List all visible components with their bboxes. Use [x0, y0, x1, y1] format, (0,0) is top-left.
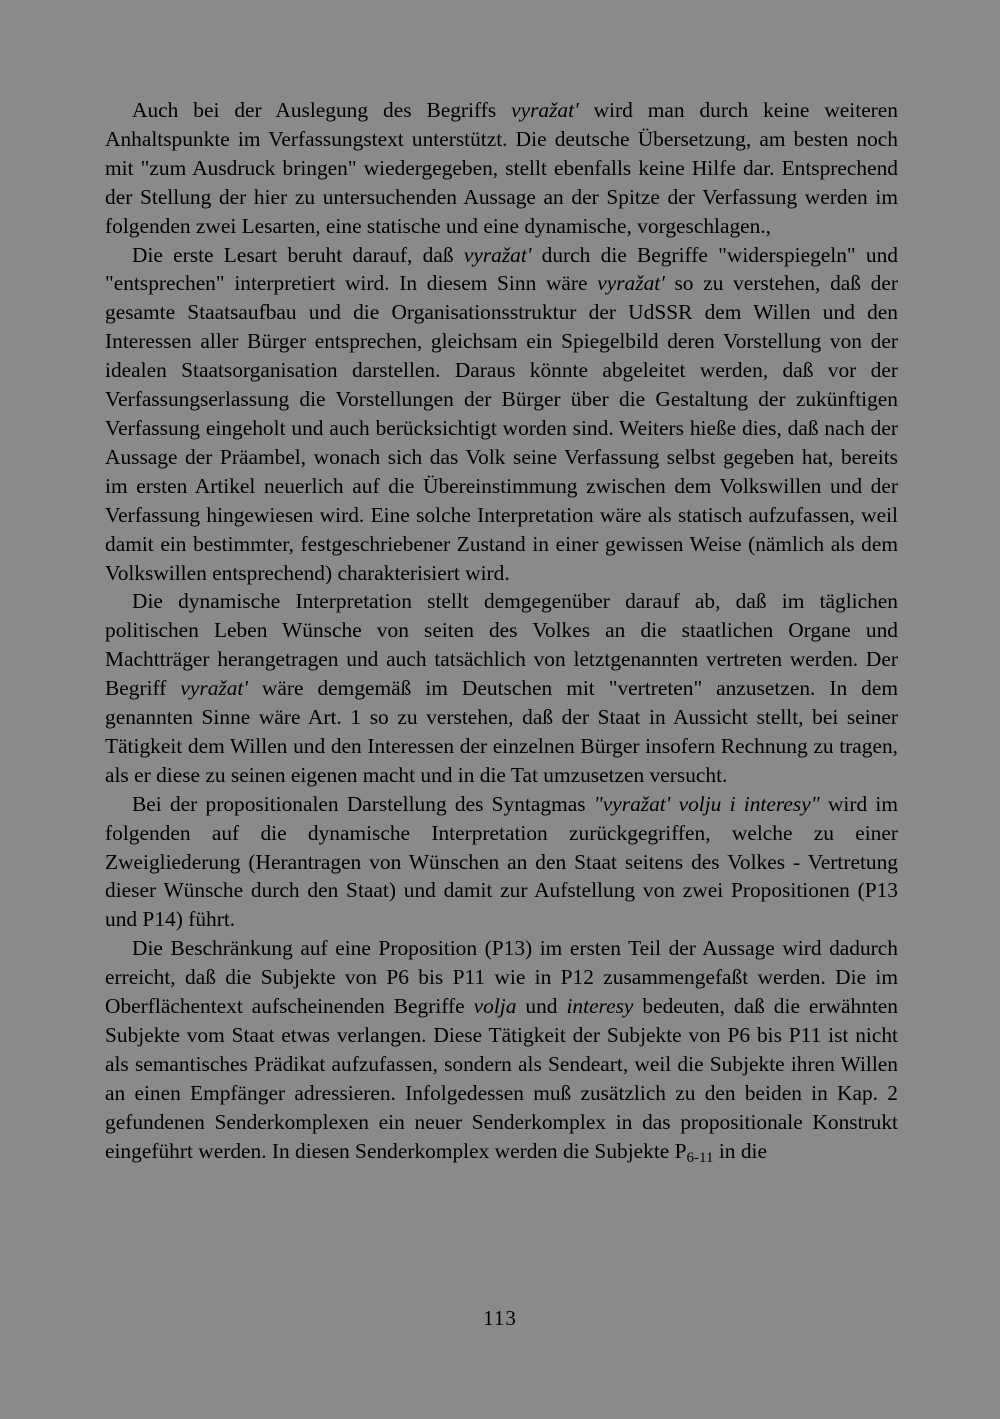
paragraph — [105, 241, 898, 588]
text-run: durch die Begriffe "widerspiegeln" und "entsprechen" interpretiert wird. In diesem Sinn wäre — [105, 242, 898, 296]
text-run: wäre demgemäß im Deutschen mit "vertreten" anzusetzen. In dem genannten Sinne wäre Art. 1 so zu verstehen, daß der Staat in Aussicht stellt, bei seiner Tätigkeit dem Willen und den Interessen der einzelnen Bürger insofern Rechnung zu tragen, als er diese zu seinen eigenen macht und in die Tat umzusetzen versucht. — [105, 676, 898, 787]
paragraph — [105, 934, 898, 1165]
text-run: Die dynamische Interpretation stellt demgegenüber darauf ab, daß im täglichen politischen Leben Wünsche von seiten des Volkes an die staatlichen Organe und Machtträger herangetragen und auch tatsächlich von letztgenannten vertreten werden. Der Begriff — [105, 589, 898, 701]
paragraph — [105, 587, 898, 789]
text-run: und — [516, 994, 567, 1019]
body-text — [105, 96, 898, 1166]
text-run: wird man durch keine weiteren Anhaltspunkte im Verfassungstext unterstützt. Die deutsche Übersetzung, am besten noch mit "zum Ausdruck bringen" wiedergegeben, stellt ebenfalls keine Hilfe dar. Entsprechend der Stellung der hier zu untersuchenden Aussage an der Spitze der Verfassung werden im folgenden zwei Lesarten, eine statische und eine dynamische, vorgeschlagen., — [105, 98, 898, 238]
paragraph — [105, 96, 898, 241]
italic-term: volja — [473, 994, 517, 1019]
text-run: bedeuten, daß die erwähnten Subjekte vom Staat etwas verlangen. Diese Tätigkeit der Subjekte von P6 bis P11 ist nicht als semantisches Prädikat aufzufassen, sondern als Sendeart, weil die Subjekte ihren Willen an einen Empfänger adressieren. Infolgedessen muß zusätzlich zu den beiden in Kap. 2 gefundenen Senderkomplexen ein neuer Senderkomplex in das propositionale Konstrukt eingeführt werden. In diesen Senderkomplex werden die Subjekte P — [105, 994, 898, 1163]
text-run: so zu verstehen, daß der gesamte Staatsaufbau und die Organisationsstruktur der UdSSR dem Willen und den Interessen aller Bürger entsprechen, gleichsam ein Spiegelbild deren Vorstellung von der idealen Staatsorganisation darstellen. Daraus könnte abgeleitet werden, daß vor der Verfassungserlassung die Vorstellungen der Bürger über die Gestaltung der zukünftigen Verfassung eingeholt und auch berücksichtigt worden sind. Weiters hieße dies, daß nach der Aussage der Präambel, wonach sich das Volk seine Verfassung selbst gegeben hat, bereits im ersten Artikel neuerlich auf die Übereinstimmung zwischen dem Volkswillen und der Verfassung hingewiesen wird. Eine solche Interpretation wäre als statisch aufzufassen, weil damit ein bestimmter, festgeschriebener Zustand in einer gewissen Weise (nämlich als dem Volkswillen entsprechend) charakterisiert wird. — [105, 271, 898, 585]
italic-term: interesy — [566, 994, 634, 1019]
italic-term: vyražat' — [180, 676, 248, 701]
text-run: wird im folgenden auf die dynamische Interpretation zurückgegriffen, welche zu einer Zweigliederung (Herantragen von Wünschen an den Staat seitens des Volkes - Vertretung dieser Wünsche durch den Staat) und damit zur Aufstellung von zwei Propositionen (P13 und P14) führt. — [105, 791, 898, 932]
italic-term: vyražat' — [511, 98, 579, 122]
text-run: in die — [713, 1138, 767, 1163]
page-number: 113 — [483, 1306, 517, 1330]
paragraph — [105, 790, 898, 935]
text-run: Die Beschränkung auf eine Proposition (P13) im ersten Teil der Aussage wird dadurch erreicht, daß die Subjekte von P6 bis P11 wie in P12 zusammengefaßt werden. Die im Oberflächentext aufscheinenden Begriffe — [105, 936, 898, 1019]
italic-term: "vyražat' volju i interesy" — [593, 791, 820, 816]
italic-term: vyražat' — [597, 271, 665, 296]
italic-term: vyražat' — [463, 242, 532, 267]
text-run: Die erste Lesart beruht darauf, daß — [132, 242, 464, 267]
text-run: Auch bei der Auslegung des Begriffs — [132, 98, 512, 122]
text-run: Bei der propositionalen Darstellung des Syntagmas — [132, 791, 594, 816]
subscript-text: 6-11 — [686, 1149, 714, 1166]
